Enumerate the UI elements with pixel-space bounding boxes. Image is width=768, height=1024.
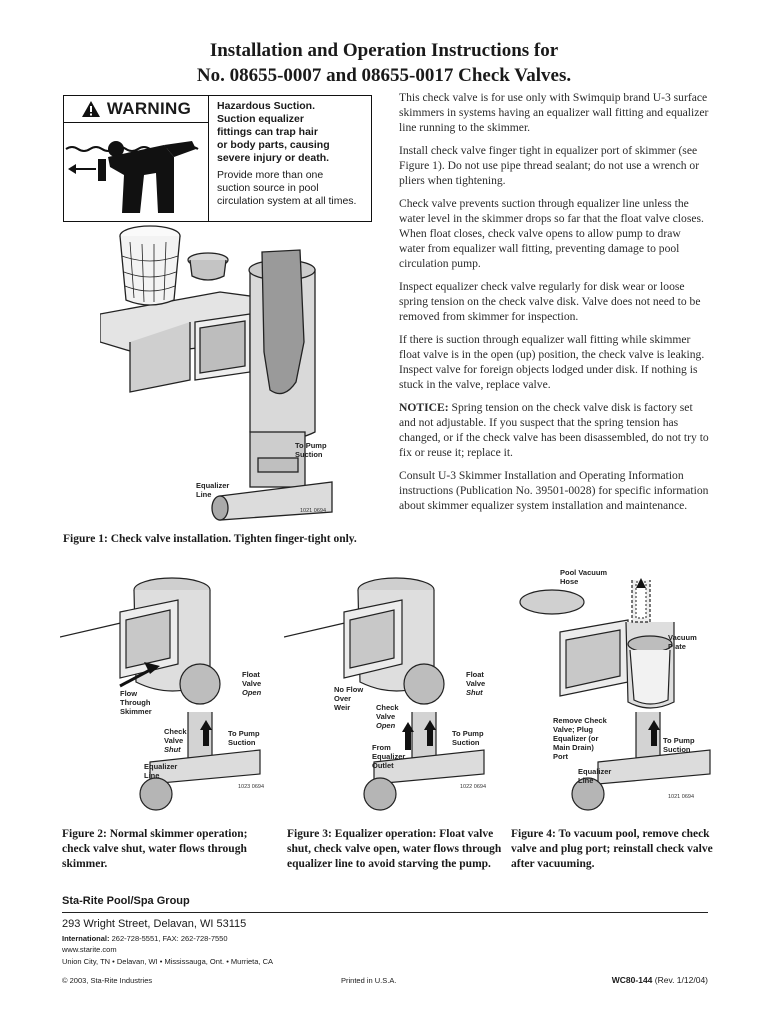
svg-text:Shut: Shut xyxy=(164,745,181,754)
svg-text:Open: Open xyxy=(242,688,262,697)
svg-text:Float: Float xyxy=(242,670,260,679)
svg-text:1021 0694: 1021 0694 xyxy=(668,794,694,800)
svg-text:To Pump: To Pump xyxy=(228,729,260,738)
title-line-1: Installation and Operation Instructions for xyxy=(209,40,559,61)
figure-1-caption: Figure 1: Check valve installation. Tighten finger-tight only. xyxy=(63,533,357,545)
title-line-2: No. 08655-0007 and 08655-0017 Check Valves. xyxy=(196,65,572,86)
document-title xyxy=(0,38,768,88)
svg-text:Main Drain): Main Drain) xyxy=(553,743,594,752)
svg-text:Equalizer: Equalizer xyxy=(144,762,178,771)
swimmer-entrapment-icon xyxy=(64,123,207,219)
svg-text:Open: Open xyxy=(376,721,396,730)
figure-4-illustration xyxy=(510,562,720,820)
warning-label: WARNING xyxy=(106,99,192,118)
paragraph-operation: Check valve prevents suction through equalizer line unless the water level in the skimmer drops so far that the float valve closes. When float closes, check valve opens to allow pump to draw water from equalizer wall fitting, preventing damage to pool circulation pump. xyxy=(399,197,704,270)
svg-text:Check: Check xyxy=(164,727,187,736)
svg-text:Equalizer: Equalizer xyxy=(578,767,612,776)
instructions-column xyxy=(399,90,709,521)
paragraph-usage: This check valve is for use only with Swimquip brand U-3 surface skimmers in systems having an equalizer wall fitting and equalizer line running to the skimmer. xyxy=(399,91,709,134)
copyright-notice: © 2003, Sta-Rite Industries xyxy=(62,976,153,985)
svg-text:Weir: Weir xyxy=(334,703,351,712)
svg-text:Through: Through xyxy=(120,698,151,707)
svg-text:To Pump: To Pump xyxy=(295,441,327,450)
suction-hazard-pictogram xyxy=(64,123,209,221)
svg-text:Suction: Suction xyxy=(228,738,256,747)
advice-text: Provide more than one suction source in pool circulation system at all times. xyxy=(217,169,357,207)
svg-text:Equalizer: Equalizer xyxy=(372,752,406,761)
svg-text:Shut: Shut xyxy=(466,688,483,697)
svg-text:Skimmer: Skimmer xyxy=(120,707,152,716)
svg-text:No Flow: No Flow xyxy=(334,685,364,694)
international-contact: International: 262-728-5551, FAX: 262-728-7550 xyxy=(62,934,228,943)
hazard-text: Hazardous Suction. Suction equalizer fittings can trap hair or body parts, causing severe injury or death. xyxy=(217,100,330,164)
figure-3-caption: Figure 3: Equalizer operation: Float valve shut, check valve open, water flows through equalizer line to avoid starving the pump. xyxy=(287,828,502,870)
svg-text:Line: Line xyxy=(196,490,212,499)
office-locations: Union City, TN • Delavan, WI • Mississauga, Ont. • Murrieta, CA xyxy=(62,957,273,966)
company-name: Sta-Rite Pool/Spa Group xyxy=(62,895,190,907)
figure-2-caption: Figure 2: Normal skimmer operation; check valve shut, water flows through skimmer. xyxy=(62,828,248,870)
svg-text:Valve; Plug: Valve; Plug xyxy=(553,725,594,734)
svg-text:Remove Check: Remove Check xyxy=(553,716,607,725)
figure-2-illustration xyxy=(60,562,270,820)
svg-text:Suction: Suction xyxy=(663,745,691,754)
svg-text:Float: Float xyxy=(466,670,484,679)
svg-text:Valve: Valve xyxy=(466,679,486,688)
warning-text xyxy=(217,100,369,208)
svg-text:Valve: Valve xyxy=(164,736,184,745)
svg-text:Check: Check xyxy=(376,703,399,712)
printed-in: Printed in U.S.A. xyxy=(341,976,397,985)
svg-text:Line: Line xyxy=(144,771,160,780)
paragraph-inspect: Inspect equalizer check valve regularly for disk wear or loose spring tension on the check valve disk. Valve does not need to be removed from skimmer for inspection. xyxy=(399,280,701,323)
svg-text:From: From xyxy=(372,743,391,752)
svg-text:Outlet: Outlet xyxy=(372,761,394,770)
svg-text:Suction: Suction xyxy=(452,738,480,747)
svg-text:1023 0694: 1023 0694 xyxy=(238,784,264,790)
figure-1-illustration xyxy=(100,222,370,527)
svg-text:Suction: Suction xyxy=(295,450,323,459)
website-link[interactable]: www.starite.com xyxy=(62,945,117,954)
warning-triangle-icon xyxy=(81,100,101,118)
svg-text:Port: Port xyxy=(553,752,568,761)
notice-text: Spring tension on the check valve disk is factory set and not adjustable. If you suspect that the spring tension has changed, or if the check valve has been disassembled, do not try to fix or reuse it; replace it. xyxy=(399,401,709,459)
paragraph-notice xyxy=(399,400,709,460)
footer-divider xyxy=(62,912,708,913)
svg-text:Flow: Flow xyxy=(120,689,138,698)
svg-text:Hose: Hose xyxy=(560,577,579,586)
warning-box xyxy=(63,95,372,222)
document-number: WC80-144 (Rev. 1/12/04) xyxy=(611,975,708,985)
svg-text:Line: Line xyxy=(578,776,594,785)
paragraph-install: Install check valve finger tight in equalizer port of skimmer (see Figure 1). Do not use pipe thread sealant; do not use a wrench or pliers when tightening. xyxy=(399,144,700,187)
figure-3-illustration xyxy=(284,562,494,820)
svg-text:Equalizer: Equalizer xyxy=(196,481,230,490)
warning-header xyxy=(64,96,209,123)
svg-text:Over: Over xyxy=(334,694,352,703)
paragraph-consult: Consult U-3 Skimmer Installation and Operating Information instructions (Publication No. 39501-0028) for specific information about skimmer equalizer system installation and maintenance. xyxy=(399,469,709,512)
svg-text:Pool Vacuum: Pool Vacuum xyxy=(560,568,608,577)
svg-text:1021 0694: 1021 0694 xyxy=(300,508,326,514)
company-address: 293 Wright Street, Delavan, WI 53115 xyxy=(62,918,247,930)
svg-text:Valve: Valve xyxy=(242,679,262,688)
svg-text:To Pump: To Pump xyxy=(663,736,695,745)
figure-4-caption: Figure 4: To vacuum pool, remove check valve and plug port; reinstall check valve after vacuuming. xyxy=(511,828,713,870)
svg-text:Valve: Valve xyxy=(376,712,396,721)
svg-text:1022 0694: 1022 0694 xyxy=(460,784,486,790)
svg-text:To Pump: To Pump xyxy=(452,729,484,738)
paragraph-leak: If there is suction through equalizer wall fitting while skimmer float valve is in the open (up) position, the check valve is leaking. Inspect valve for foreign objects lodged under disk. If nothing is stuck in the valve, replace valve. xyxy=(399,333,705,391)
svg-text:Plate: Plate xyxy=(668,642,686,651)
svg-text:Vacuum: Vacuum xyxy=(668,633,697,642)
notice-label: NOTICE: xyxy=(399,401,449,414)
svg-text:Equalizer (or: Equalizer (or xyxy=(553,734,599,743)
